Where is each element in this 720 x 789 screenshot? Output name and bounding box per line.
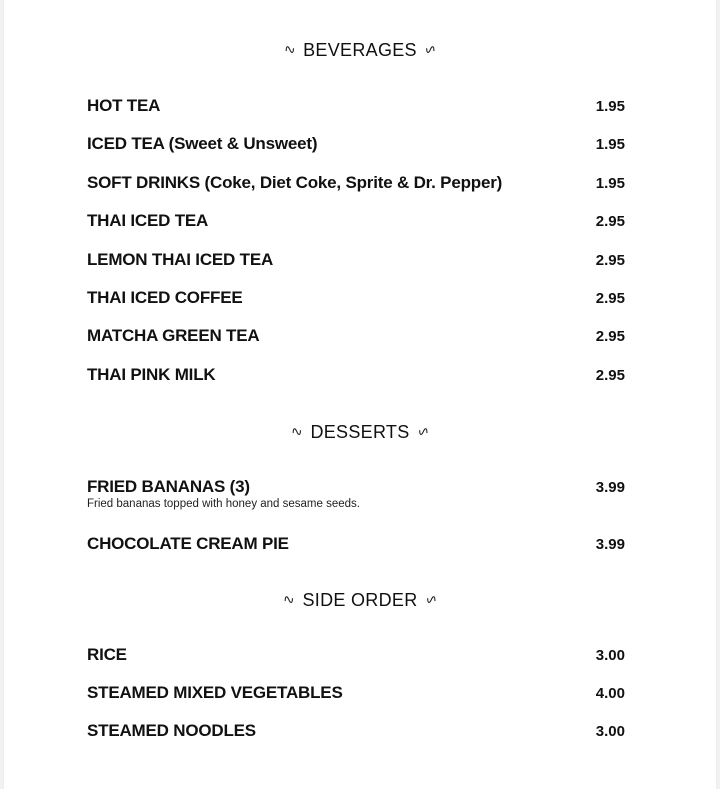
- ornament-scroll-right-icon: ∿: [422, 590, 439, 610]
- item-name: STEAMED NOODLES: [87, 721, 256, 740]
- menu-page: [4, 0, 716, 789]
- menu-item-hot-tea: [4, 96, 716, 116]
- menu-item-thai-pink-milk: [4, 365, 716, 385]
- menu-item-thai-iced-coffee: [4, 288, 716, 308]
- menu-item-matcha-green-tea: [4, 326, 716, 346]
- item-name: MATCHA GREEN TEA: [87, 326, 260, 345]
- menu-item-thai-iced-tea: [4, 211, 716, 231]
- item-price: 3.00: [595, 723, 625, 740]
- menu-item-chocolate-cream-pie: [4, 534, 716, 554]
- item-name: SOFT DRINKS (Coke, Diet Coke, Sprite & Dr. Pepper): [87, 173, 503, 192]
- ornament-scroll-right-icon: ∿: [422, 40, 438, 60]
- menu-item-rice: [4, 645, 716, 665]
- item-description: Fried bananas topped with honey and sesame seeds.: [87, 498, 360, 510]
- section-title-side-order: ∿ SIDE ORDER ∿: [281, 589, 439, 610]
- ornament-scroll-right-icon: ∿: [415, 422, 431, 442]
- item-name: HOT TEA: [87, 96, 161, 115]
- section-title-desserts: ∿ DESSERTS ∿: [289, 421, 431, 442]
- item-name: THAI ICED COFFEE: [87, 288, 243, 307]
- item-price: 1.95: [595, 175, 625, 192]
- menu-item-steamed-mixed-vegetables: [4, 683, 716, 703]
- section-desserts: [4, 419, 716, 445]
- item-price: 2.95: [595, 290, 625, 307]
- item-price: 4.00: [595, 685, 625, 702]
- section-beverages: [4, 37, 716, 63]
- item-name: THAI PINK MILK: [87, 365, 216, 384]
- item-name: THAI ICED TEA: [87, 211, 209, 230]
- menu-item-lemon-thai-iced-tea: [4, 250, 716, 270]
- item-name: STEAMED MIXED VEGETABLES: [87, 683, 343, 702]
- ornament-scroll-left-icon: ∿: [289, 422, 305, 442]
- item-price: 3.99: [595, 479, 625, 496]
- section-title-beverages: ∿ BEVERAGES ∿: [282, 39, 438, 60]
- ornament-scroll-left-icon: ∿: [281, 590, 298, 610]
- item-name: CHOCOLATE CREAM PIE: [87, 534, 289, 553]
- menu-item-iced-tea: [4, 134, 716, 154]
- item-price: 1.95: [595, 98, 625, 115]
- item-name: FRIED BANANAS (3): [87, 477, 250, 496]
- section-side-order: [4, 587, 716, 613]
- menu-item-soft-drinks: [4, 173, 716, 193]
- item-price: 2.95: [595, 252, 625, 269]
- item-price: 2.95: [595, 213, 625, 230]
- item-price: 1.95: [595, 136, 625, 153]
- item-price: 2.95: [595, 367, 625, 384]
- ornament-scroll-left-icon: ∿: [282, 40, 298, 60]
- menu-item-steamed-noodles: [4, 721, 716, 741]
- item-name: RICE: [87, 645, 127, 664]
- item-price: 3.00: [595, 647, 625, 664]
- menu-item-fried-bananas: [4, 477, 716, 511]
- item-name: LEMON THAI ICED TEA: [87, 250, 274, 269]
- item-price: 3.99: [595, 536, 625, 553]
- item-price: 2.95: [595, 328, 625, 345]
- item-name: ICED TEA (Sweet & Unsweet): [87, 134, 318, 153]
